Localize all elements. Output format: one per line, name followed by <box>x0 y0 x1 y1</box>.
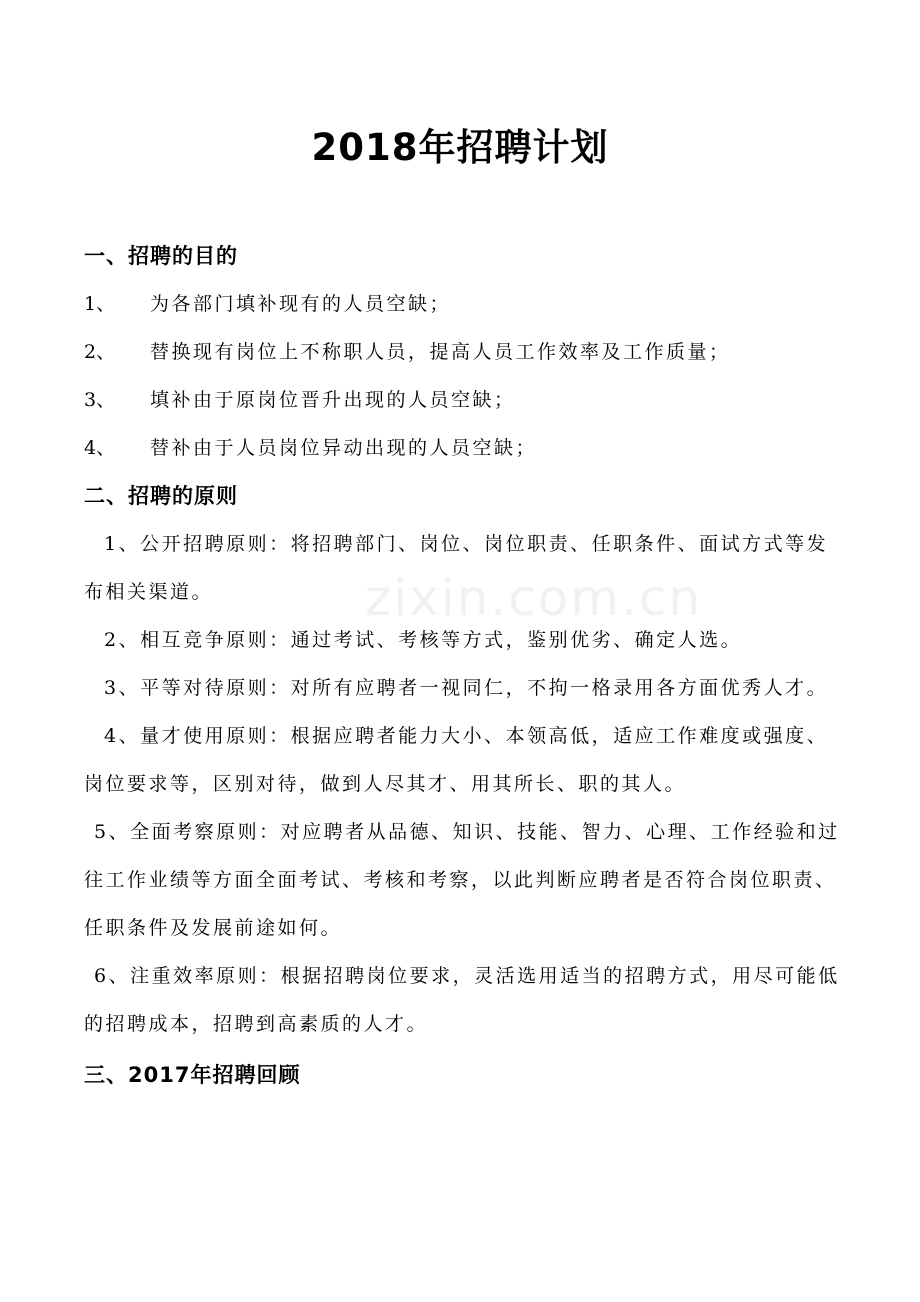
section-heading-principles: 二、招聘的原则 <box>84 484 238 508</box>
purpose-item-number: 3、 <box>84 389 116 411</box>
section-heading-purpose: 一、招聘的目的 <box>84 244 238 268</box>
purpose-item-text: 填补由于原岗位晋升出现的人员空缺； <box>150 389 516 411</box>
purpose-item-number: 4、 <box>84 437 116 459</box>
principle-line: 布相关渠道。 <box>84 581 214 603</box>
principle-line: 4、量才使用原则：根据应聘者能力大小、本领高低，适应工作难度或强度、 <box>104 725 829 747</box>
purpose-item-text: 替换现有岗位上不称职人员，提高人员工作效率及工作质量； <box>150 341 731 363</box>
principle-line: 任职条件及发展前途如何。 <box>84 917 343 939</box>
purpose-item-number: 1、 <box>84 293 116 315</box>
principle-line: 岗位要求等，区别对待，做到人尽其才、用其所长、职的其人。 <box>84 773 687 795</box>
purpose-item-text: 替补由于人员岗位异动出现的人员空缺； <box>150 437 538 459</box>
principle-line: 3、平等对待原则：对所有应聘者一视同仁，不拘一格录用各方面优秀人才。 <box>104 677 829 699</box>
purpose-item <box>84 337 731 367</box>
principle-line: 6、注重效率原则：根据招聘岗位要求，灵活选用适当的招聘方式，用尽可能低 <box>94 965 840 987</box>
purpose-item-text: 为各部门填补现有的人员空缺； <box>150 293 452 315</box>
watermark: zixin.com.cn <box>365 569 703 627</box>
principle-line: 的招聘成本，招聘到高素质的人才。 <box>84 1013 429 1035</box>
page-title: 2018年招聘计划 <box>311 126 609 169</box>
section-heading-review: 三、2017年招聘回顾 <box>84 1063 301 1087</box>
purpose-item-number: 2、 <box>84 341 116 363</box>
purpose-item <box>84 289 451 319</box>
principle-line: 1、公开招聘原则：将招聘部门、岗位、岗位职责、任职条件、面试方式等发 <box>104 533 829 555</box>
principle-line: 往工作业绩等方面全面考试、考核和考察，以此判断应聘者是否符合岗位职责、 <box>84 869 837 891</box>
principle-line: 5、全面考察原则：对应聘者从品德、知识、技能、智力、心理、工作经验和过 <box>94 821 840 843</box>
principle-line: 2、相互竞争原则：通过考试、考核等方式，鉴别优劣、确定人选。 <box>104 629 743 651</box>
purpose-item <box>84 433 537 463</box>
purpose-item <box>84 385 516 415</box>
